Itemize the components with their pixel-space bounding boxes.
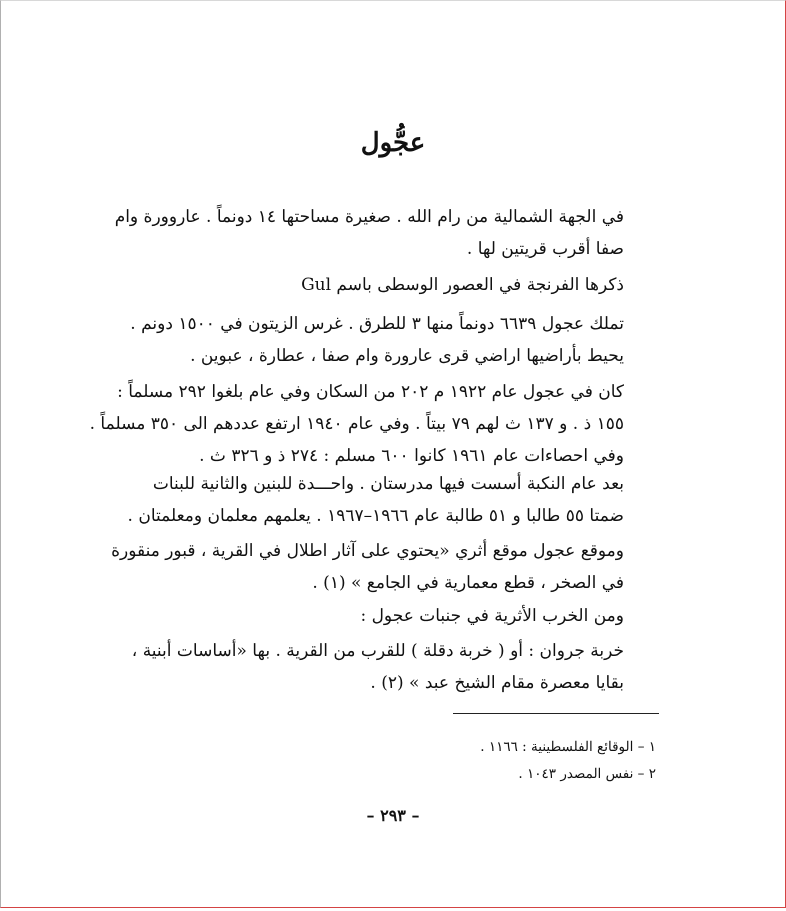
text-line: بقايا معصرة مقام الشيخ عبد » (٢) . — [370, 673, 624, 693]
paragraph-ruins-intro — [0, 600, 624, 632]
text-line: وموقع عجول موقع أثري «يحتوي على آثار اطلال في القرية ، قبور منقورة — [111, 541, 624, 561]
text-line: صفا أقرب قريتين لها . — [466, 239, 624, 259]
text-line: كان في عجول عام ١٩٢٢ م ٢٠٢ من السكان وفي عام بلغوا ٢٩٢ مسلماً : — [117, 382, 624, 402]
text-line: ١٥٥ ذ . و ١٣٧ ث لهم ٧٩ بيتاً . وفي عام ١٩٤٠ ارتفع عددهم الى ٣٥٠ مسلماً . — [89, 414, 624, 434]
footnote-1: ١ – الوقائع الفلسطينية : ١١٦٦ . — [480, 739, 656, 755]
paragraph-location — [0, 201, 624, 265]
paragraph-crusader-name — [0, 269, 624, 301]
page-title: عجُّول — [360, 128, 426, 158]
text-line: ومن الخرب الأثرية في جنبات عجول : — [360, 606, 624, 626]
footnote-2: ٢ – نفس المصدر ١٠٤٣ . — [518, 766, 656, 782]
text-line: يحيط بأراضيها اراضي قرى عارورة وام صفا ، عطارة ، عبوين . — [190, 346, 624, 366]
text-line: وفي احصاءات عام ١٩٦١ كانوا ٦٠٠ مسلم : ٢٧٤ ذ و ٣٢٦ ث . — [199, 446, 624, 466]
text-line: في الجهة الشمالية من رام الله . صغيرة مساحتها ١٤ دونماً . عاروورة وام — [114, 207, 624, 227]
page-number: – ٢٩٣ – — [366, 806, 420, 825]
footnote-divider — [453, 713, 659, 714]
text-line: في الصخر ، قطع معمارية في الجامع » (١) . — [312, 573, 624, 593]
paragraph-khirbet-jarwan — [0, 635, 624, 699]
text-line: بعد عام النكبة أسست فيها مدرستان . واحـــدة للبنين والثانية للبنات — [152, 474, 624, 494]
paragraph-archaeology — [0, 535, 624, 599]
paragraph-land — [0, 308, 624, 372]
text-line: تملك عجول ٦٦٣٩ دونماً منها ٣ للطرق . غرس الزيتون في ١٥٠٠ دونم . — [130, 314, 624, 334]
text-line: ذكرها الفرنجة في العصور الوسطى باسم Gul — [301, 275, 624, 295]
paragraph-population — [0, 376, 624, 472]
text-line: ضمتا ٥٥ طالبا و ٥١ طالبة عام ١٩٦٦–١٩٦٧ . يعلمهم معلمان ومعلمتان . — [127, 506, 624, 526]
paragraph-schools — [0, 468, 624, 532]
text-line: خربة جروان : أو ( خربة دقلة ) للقرب من القرية . بها «أساسات أبنية ، — [131, 641, 624, 661]
